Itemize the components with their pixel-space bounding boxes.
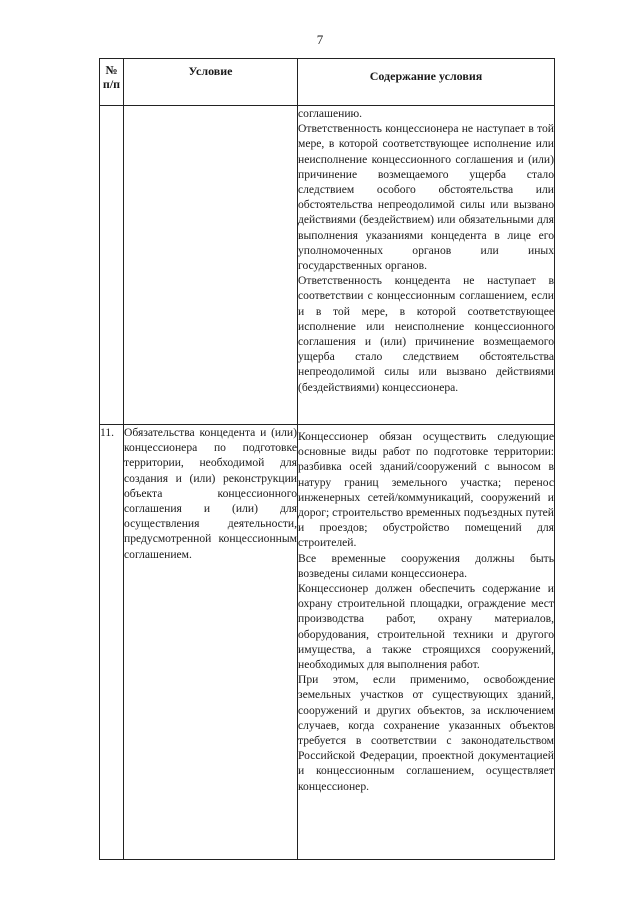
row-condition: Обязательства концедента и (или) концессионера по подготовке территории, необходимой для создания и (или) реконструкции объекта концессионного соглашения и (или) для осуществления деятельности, предусмотренной концессионным соглашением. — [124, 425, 298, 860]
header-content: Содержание условия — [298, 59, 555, 106]
content-paragraph: соглашению. — [298, 107, 363, 120]
table-header-row — [100, 59, 555, 106]
page-number: 7 — [316, 32, 324, 47]
conditions-table — [99, 58, 555, 860]
header-condition: Условие — [124, 59, 298, 106]
content-paragraph: Концессионер обязан осуществить следующие основные виды работ по подготовке территории: разбивка осей зданий/сооружений с выносом в натуру границ земельного участка; перенос инженерных сетей/коммуникаций, сооружений и дорог; строительство временных подъездных путей и проездов; обустройство помещений для строителей. — [298, 430, 554, 550]
row-condition — [124, 106, 298, 425]
content-paragraph: Все временные сооружения должны быть возведены силами концессионера. — [298, 551, 554, 580]
table-row — [100, 106, 555, 425]
content-paragraph: Концессионер должен обеспечить содержание и охрану строительной площадки, ограждение мест производства работ, охрану материалов, оборудования, строительной техники и другого имущества, а также строящихся сооружений, необходимых для выполнения работ. — [298, 582, 554, 672]
table-row — [100, 425, 555, 860]
row-content — [298, 425, 555, 860]
content-paragraph: Ответственность концессионера не наступает в той мере, в которой соответствующее исполнение или неисполнение концессионного соглашения и (или) причинение возмещаемого ущерба стало следствием особого обстоятельства или обстоятельства непреодолимой силы или вызвано действиями (бездействием) или обязательными для выполнения указаниями концедента в лице его уполномоченных органов или иных государственных органов. — [298, 122, 554, 273]
content-paragraph: Ответственность концедента не наступает в соответствии с концессионным соглашением, если и в той мере, в которой соответствующее исполнение или неисполнение концессионного соглашения и (или) причинение возмещаемого ущерба стало следствием обстоятельства непреодолимой силы или вызвано действиями (бездействиями) концессионера. — [298, 274, 554, 394]
header-number: № п/п — [100, 59, 124, 106]
row-number — [100, 106, 124, 425]
row-content — [298, 106, 555, 425]
row-number: 11. — [100, 425, 124, 860]
content-paragraph: При этом, если применимо, освобождение земельных участков от существующих зданий, сооружений и других объектов, за исключением случаев, когда сохранение указанных объектов требуется в соответствии с законодательством Российской Федерации, проектной документацией и концессионным соглашением, осуществляет концессионер. — [298, 673, 554, 793]
